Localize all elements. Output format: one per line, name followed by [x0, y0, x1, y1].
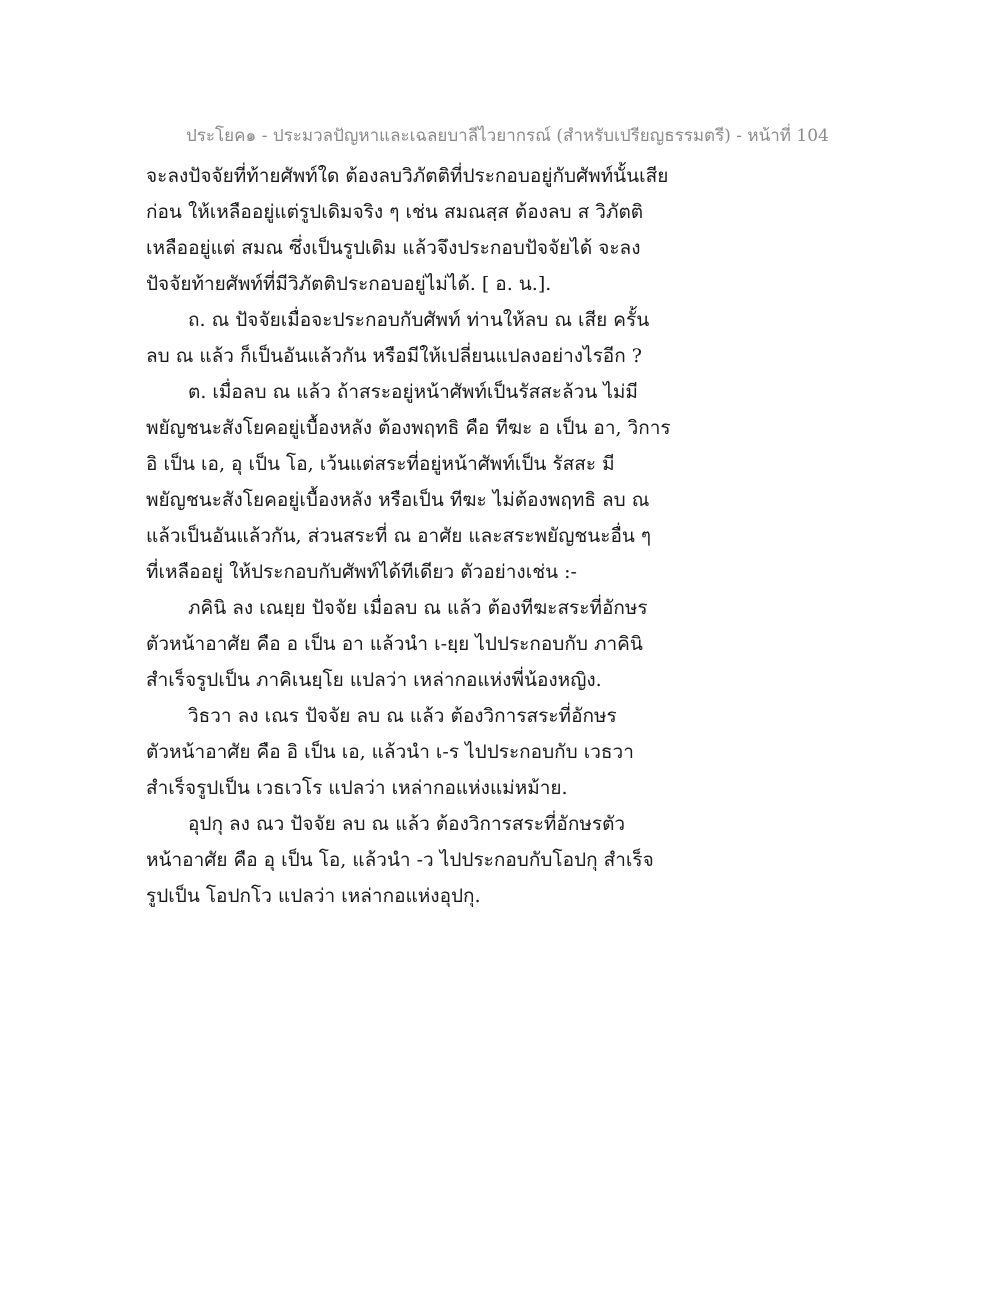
text-line: แล้วเป็นอันแล้วกัน, ส่วนสระที่ ณ อาศัย และสระพยัญชนะอื่น ๆ [146, 525, 652, 547]
text-line: จะลงปัจจัยที่ท้ายศัพท์ใด ต้องลบวิภัตติที่ประกอบอยู่กับศัพท์นั้นเสีย [146, 165, 669, 187]
text-line: หน้าอาศัย คือ อุ เป็น โอ, แล้วนำ -ว ไปประกอบกับโอปกุ สำเร็จ [146, 849, 654, 871]
example-line: อุปกุ ลง ณว ปัจจัย ลบ ณ แล้ว ต้องวิการสระที่อักษรตัว [188, 813, 626, 835]
text-line: ที่เหลืออยู่ ให้ประกอบกับศัพท์ได้ทีเดียว ตัวอย่างเช่น :- [146, 561, 577, 583]
answer-line: ต. เมื่อลบ ณ แล้ว ถ้าสระอยู่หน้าศัพท์เป็นรัสสะล้วน ไม่มี [188, 381, 638, 403]
text-line: พยัญชนะสังโยคอยู่เบื้องหลัง หรือเป็น ทีฆะ ไม่ต้องพฤทธิ ลบ ณ [146, 489, 650, 511]
text-line: รูปเป็น โอปกโว แปลว่า เหล่ากอแห่งอุปกุ. [146, 885, 481, 907]
text-line: สำเร็จรูปเป็น ภาคิเนยฺโย แปลว่า เหล่ากอแห่งพี่น้องหญิง. [146, 669, 602, 691]
text-line: ปัจจัยท้ายศัพท์ที่มีวิภัตติประกอบอยู่ไม่ได้. [ อ. น.]. [146, 273, 552, 295]
example-line: ภคินิ ลง เณยฺย ปัจจัย เมื่อลบ ณ แล้ว ต้องทีฆะสระที่อักษร [188, 597, 648, 619]
text-line: พยัญชนะสังโยคอยู่เบื้องหลัง ต้องพฤทธิ คือ ทีฆะ อ เป็น อา, วิการ [146, 417, 671, 439]
text-line: อิ เป็น เอ, อุ เป็น โอ, เว้นแต่สระที่อยู่หน้าศัพท์เป็น รัสสะ มี [146, 453, 615, 475]
text-line: ตัวหน้าอาศัย คือ อิ เป็น เอ, แล้วนำ เ-ร ไปประกอบกับ เวธวา [146, 741, 634, 763]
page-header: ประโยค๑ - ประมวลปัญหาและเฉลยบาลีไวยากรณ์ (สำหรับเปรียญธรรมตรี) - หน้าที่ 104 [186, 126, 829, 146]
text-line: เหลืออยู่แต่ สมณ ซึ่งเป็นรูปเดิม แล้วจึงประกอบปัจจัยได้ จะลง [146, 237, 641, 259]
body-text [146, 158, 746, 914]
question-line: ถ. ณ ปัจจัยเมื่อจะประกอบกับศัพท์ ท่านให้ลบ ณ เสีย ครั้น [188, 309, 650, 331]
text-line: ก่อน ให้เหลืออยู่แต่รูปเดิมจริง ๆ เช่น สมณสฺส ต้องลบ ส วิภัตติ [146, 201, 644, 223]
text-line: ลบ ณ แล้ว ก็เป็นอันแล้วกัน หรือมีให้เปลี่ยนแปลงอย่างไรอีก ? [146, 345, 642, 367]
example-line: วิธวา ลง เณร ปัจจัย ลบ ณ แล้ว ต้องวิการสระที่อักษร [188, 705, 617, 727]
text-line: สำเร็จรูปเป็น เวธเวโร แปลว่า เหล่ากอแห่งแม่หม้าย. [146, 777, 568, 799]
text-line: ตัวหน้าอาศัย คือ อ เป็น อา แล้วนำ เ-ยฺย ไปประกอบกับ ภาคินิ [146, 633, 643, 655]
